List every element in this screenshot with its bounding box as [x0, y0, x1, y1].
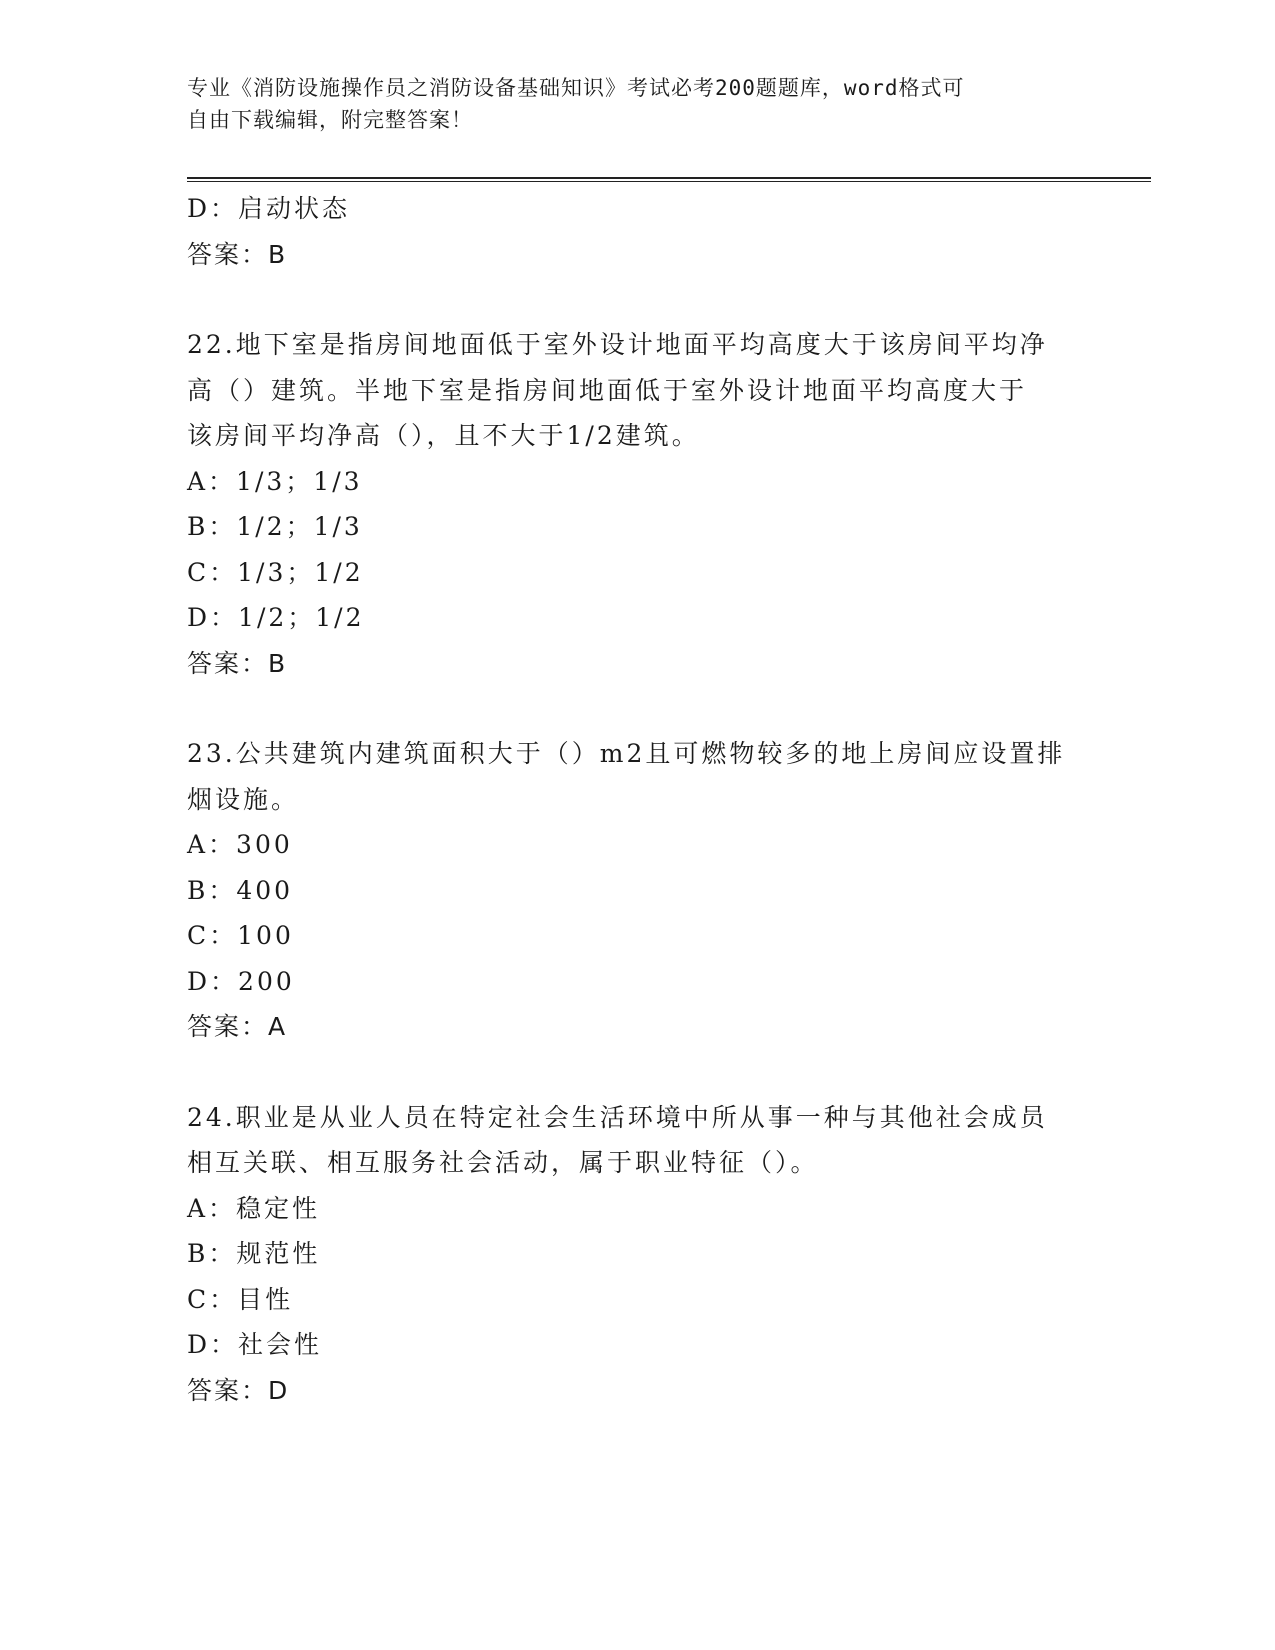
option-b: B：1/2；1/3	[187, 512, 363, 541]
option-b: B：规范性	[187, 1239, 321, 1268]
question-23-stem	[187, 731, 1077, 822]
spacer	[187, 277, 1087, 322]
answer: 答案：A	[187, 1012, 288, 1041]
header-line-1: 专业《消防设施操作员之消防设备基础知识》考试必考200题题库，word格式可	[187, 76, 965, 100]
header-divider	[187, 177, 1151, 182]
header-line-2: 自由下载编辑，附完整答案！	[187, 108, 473, 132]
stem-line: 烟设施。	[187, 784, 300, 814]
spacer	[187, 1050, 1087, 1095]
question-content	[187, 186, 1087, 1413]
question-24	[187, 1095, 1087, 1414]
option-a: A：1/3；1/3	[187, 466, 363, 496]
stem-line: 23.公共建筑内建筑面积大于（）m2且可燃物较多的地上房间应设置排	[187, 739, 1066, 768]
stem-line: 该房间平均净高（），且不大于1/2建筑。	[187, 421, 700, 450]
question-23	[187, 731, 1087, 1050]
question-24-stem	[187, 1095, 1077, 1186]
option-d: D：1/2；1/2	[187, 603, 365, 632]
option-a: A：稳定性	[187, 1193, 321, 1223]
stem-line: 22.地下室是指房间地面低于室外设计地面平均高度大于该房间平均净	[187, 330, 1048, 359]
stem-line: 24.职业是从业人员在特定社会生活环境中所从事一种与其他社会成员	[187, 1102, 1048, 1132]
option-d: D：社会性	[187, 1330, 323, 1359]
stem-line: 相互关联、相互服务社会活动，属于职业特征（）。	[187, 1148, 819, 1177]
option-c: C：1/3；1/2	[187, 557, 364, 587]
question-22-stem	[187, 322, 1077, 459]
document-header	[187, 72, 1067, 136]
option-d-prev: D：启动状态	[187, 194, 351, 223]
stem-line: 高（）建筑。半地下室是指房间地面低于室外设计地面平均高度大于	[187, 375, 1028, 405]
spacer	[187, 686, 1087, 731]
option-c: C：100	[187, 921, 294, 950]
answer: 答案：B	[187, 648, 288, 678]
option-d: D：200	[187, 966, 295, 996]
answer-prev: 答案：B	[187, 239, 288, 269]
option-b: B：400	[187, 875, 294, 905]
option-c: C：目性	[187, 1284, 294, 1314]
question-22	[187, 322, 1087, 686]
option-a: A：300	[187, 830, 293, 859]
answer: 答案：D	[187, 1375, 290, 1405]
